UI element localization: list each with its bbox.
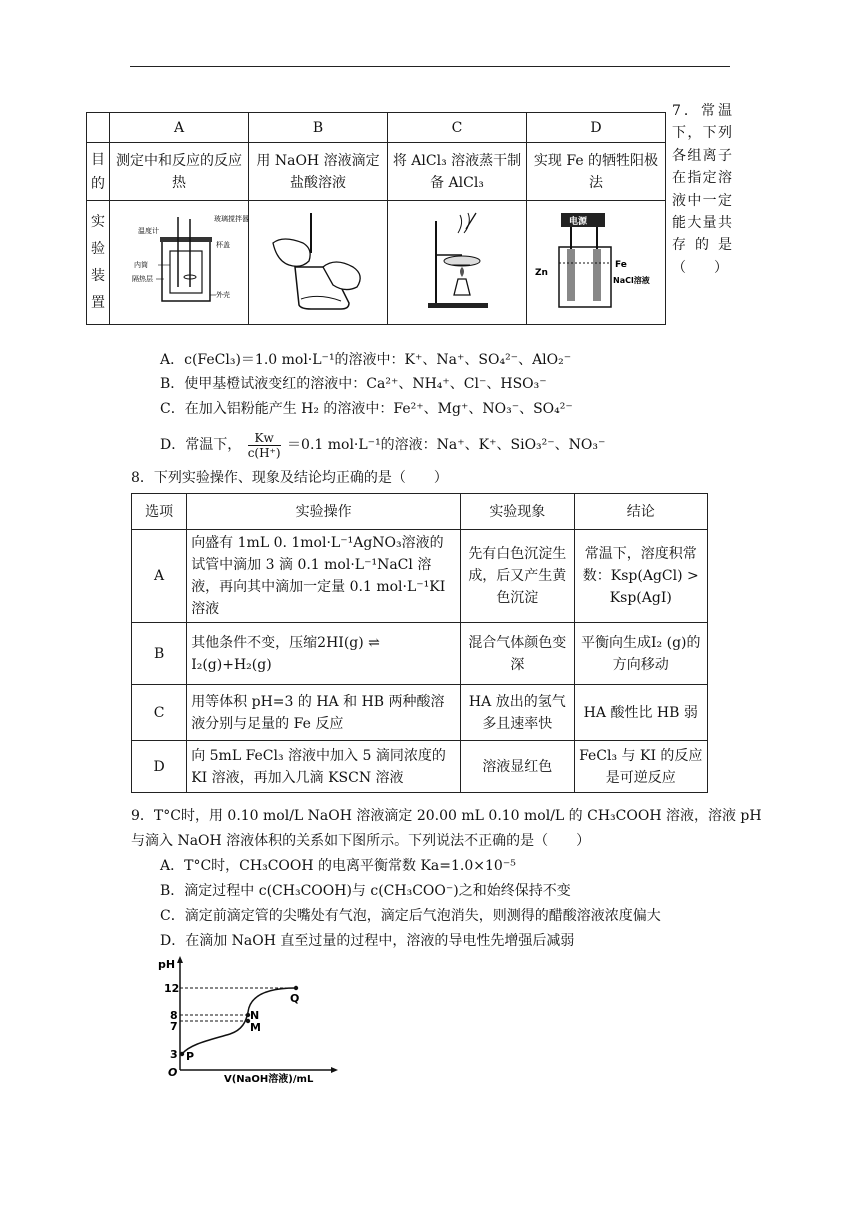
conclusion-cell: FeCl₃ 与 KI 的反应是可逆反应 bbox=[574, 741, 707, 793]
corner-cell bbox=[87, 113, 110, 143]
evaporation-diagram bbox=[392, 209, 522, 317]
q9-option-b: B．滴定过程中 c(CH₃COOH)与 c(CH₃COO⁻)之和始终保持不变 bbox=[160, 883, 571, 899]
y-tick-label: 7 bbox=[170, 1020, 178, 1033]
point-label: P bbox=[186, 1050, 195, 1063]
apparatus-c-cell bbox=[388, 201, 527, 325]
phenomenon-cell: 混合气体颜色变深 bbox=[461, 623, 574, 685]
point-label: Q bbox=[290, 992, 300, 1005]
img-label: 内筒 bbox=[134, 260, 148, 269]
apparatus-b-cell bbox=[249, 201, 388, 325]
img-label: 外壳 bbox=[216, 290, 230, 299]
header-d: D bbox=[527, 113, 666, 143]
point-label: N bbox=[250, 1009, 260, 1022]
q7-option-d-prefix: D．常温下， bbox=[160, 437, 242, 453]
q7-stem-side: 7．常温下，下列各组离子在指定溶液中一定能大量共存的是（ ） bbox=[672, 103, 732, 276]
img-label: 温度计 bbox=[138, 226, 159, 235]
q8-stem: 8．下列实验操作、现象及结论均正确的是（ ） bbox=[131, 470, 448, 486]
phenomenon-cell: 先有白色沉淀生成，后又产生黄色沉淀 bbox=[461, 530, 574, 623]
table-row bbox=[132, 530, 708, 623]
phenomenon-cell: 溶液显红色 bbox=[461, 741, 574, 793]
y-axis-label: pH bbox=[158, 958, 176, 971]
purpose-d: 实现 Fe 的牺牲阳极法 bbox=[527, 143, 666, 201]
row-label-char: 目 bbox=[91, 151, 105, 168]
purpose-b: 用 NaOH 溶液滴定盐酸溶液 bbox=[249, 143, 388, 201]
operation-cell: 其他条件不变，压缩2HI(g) ⇌ I₂(g)+H₂(g) bbox=[187, 623, 461, 685]
operation-cell: 用等体积 pH=3 的 HA 和 HB 两种酸溶液分别与足量的 Fe 反应 bbox=[187, 685, 461, 741]
img-label: 电源 bbox=[569, 216, 588, 227]
q7-option-d-suffix: ＝0.1 mol·L⁻¹的溶液：Na⁺、K⁺、SiO₃²⁻、NO₃⁻ bbox=[287, 437, 606, 453]
origin-label: O bbox=[168, 1066, 178, 1079]
table-row bbox=[132, 623, 708, 685]
col-header: 实验操作 bbox=[187, 494, 461, 530]
q7-option-c: C．在加入铝粉能产生 H₂ 的溶液中：Fe²⁺、Mg⁺、NO₃⁻、SO₄²⁻ bbox=[160, 401, 573, 417]
img-label: 杯盖 bbox=[216, 240, 230, 249]
header-b: B bbox=[249, 113, 388, 143]
y-tick-label: 12 bbox=[164, 982, 180, 995]
y-tick-label: 8 bbox=[170, 1009, 178, 1022]
operation-cell: 向 5mL FeCl₃ 溶液中加入 5 滴同浓度的 KI 溶液，再加入几滴 KSCN 溶液 bbox=[187, 741, 461, 793]
img-label: 隔热层 bbox=[132, 274, 153, 283]
operation-cell: 向盛有 1mL 0. 1mol·L⁻¹AgNO₃溶液的试管中滴加 3 滴 0.1 mol·L⁻¹NaCl 溶液，再向其中滴加一定量 0.1 mol·L⁻¹KI 溶液 bbox=[187, 530, 461, 623]
col-header: 结论 bbox=[574, 494, 707, 530]
img-label: Fe bbox=[615, 259, 627, 270]
option-cell: D bbox=[132, 741, 187, 793]
fraction-numerator: Kw bbox=[248, 431, 281, 446]
row-label-purpose bbox=[87, 143, 110, 201]
q9-stem-line2: 与滴入 NaOH 溶液体积的关系如下图所示。下列说法不正确的是（ ） bbox=[131, 833, 591, 849]
row-label-char: 的 bbox=[91, 175, 105, 192]
col-header: 实验现象 bbox=[461, 494, 574, 530]
col-header: 选项 bbox=[132, 494, 187, 530]
option-cell: B bbox=[132, 623, 187, 685]
q9-option-a: A．T°C时，CH₃COOH 的电离平衡常数 Ka=1.0×10⁻⁵ bbox=[160, 858, 516, 874]
row-label-char: 置 bbox=[91, 294, 105, 311]
header-c: C bbox=[388, 113, 527, 143]
point-p bbox=[180, 1052, 184, 1056]
apparatus-a-cell bbox=[110, 201, 249, 325]
img-label: Zn bbox=[535, 267, 548, 278]
fraction-denominator: c(H⁺) bbox=[247, 445, 281, 460]
x-axis-label: V(NaOH溶液)/mL bbox=[224, 1074, 314, 1085]
row-label-char: 实 bbox=[91, 213, 105, 230]
conclusion-cell: 平衡向生成I₂ (g)的方向移动 bbox=[574, 623, 707, 685]
q9-stem-line1: 9．T°C时，用 0.10 mol/L NaOH 溶液滴定 20.00 mL 0.10 mol/L 的 CH₃COOH 溶液，溶液 pH bbox=[131, 808, 762, 824]
calorimeter-diagram bbox=[114, 209, 249, 317]
apparatus-table bbox=[86, 112, 666, 325]
y-tick-label: 3 bbox=[170, 1048, 178, 1061]
purpose-a: 测定中和反应的反应热 bbox=[110, 143, 249, 201]
phenomenon-cell: HA 放出的氢气多且速率快 bbox=[461, 685, 574, 741]
q9-option-d: D．在滴加 NaOH 直至过量的过程中，溶液的导电性先增强后减弱 bbox=[160, 933, 575, 949]
option-cell: C bbox=[132, 685, 187, 741]
option-cell: A bbox=[132, 530, 187, 623]
img-label: NaCl溶液 bbox=[613, 275, 650, 285]
img-label: 玻璃搅拌器 bbox=[214, 214, 249, 223]
experiment-table bbox=[131, 493, 708, 793]
conclusion-cell: 常温下，溶度积常数：Ksp(AgCl) > Ksp(AgI) bbox=[574, 530, 707, 623]
row-label-char: 验 bbox=[91, 240, 105, 257]
row-label-apparatus bbox=[87, 201, 110, 325]
q7-option-d bbox=[160, 430, 605, 460]
header-rule bbox=[130, 66, 730, 67]
purpose-c: 将 AlCl₃ 溶液蒸干制备 AlCl₃ bbox=[388, 143, 527, 201]
kw-fraction bbox=[248, 431, 281, 460]
x-axis-arrow bbox=[331, 1067, 338, 1073]
q7-option-b: B．使甲基橙试液变红的溶液中：Ca²⁺、NH₄⁺、Cl⁻、HSO₃⁻ bbox=[160, 376, 547, 392]
y-axis-arrow bbox=[177, 956, 183, 963]
titration-curve bbox=[182, 988, 296, 1054]
apparatus-d-cell bbox=[527, 201, 666, 325]
point-label: M bbox=[250, 1021, 261, 1034]
point-q bbox=[294, 986, 298, 990]
table-row bbox=[132, 741, 708, 793]
table-row bbox=[132, 685, 708, 741]
titration-curve-graph bbox=[150, 952, 350, 1086]
sacrificial-anode-diagram bbox=[531, 209, 661, 317]
q9-option-c: C．滴定前滴定管的尖嘴处有气泡，滴定后气泡消失，则测得的醋酸溶液浓度偏大 bbox=[160, 908, 661, 924]
q7-option-a: A．c(FeCl₃)＝1.0 mol·L⁻¹的溶液中：K⁺、Na⁺、SO₄²⁻、AlO₂⁻ bbox=[160, 352, 572, 368]
conclusion-cell: HA 酸性比 HB 弱 bbox=[574, 685, 707, 741]
header-a: A bbox=[110, 113, 249, 143]
row-label-char: 装 bbox=[91, 267, 105, 284]
titration-diagram bbox=[253, 209, 383, 317]
